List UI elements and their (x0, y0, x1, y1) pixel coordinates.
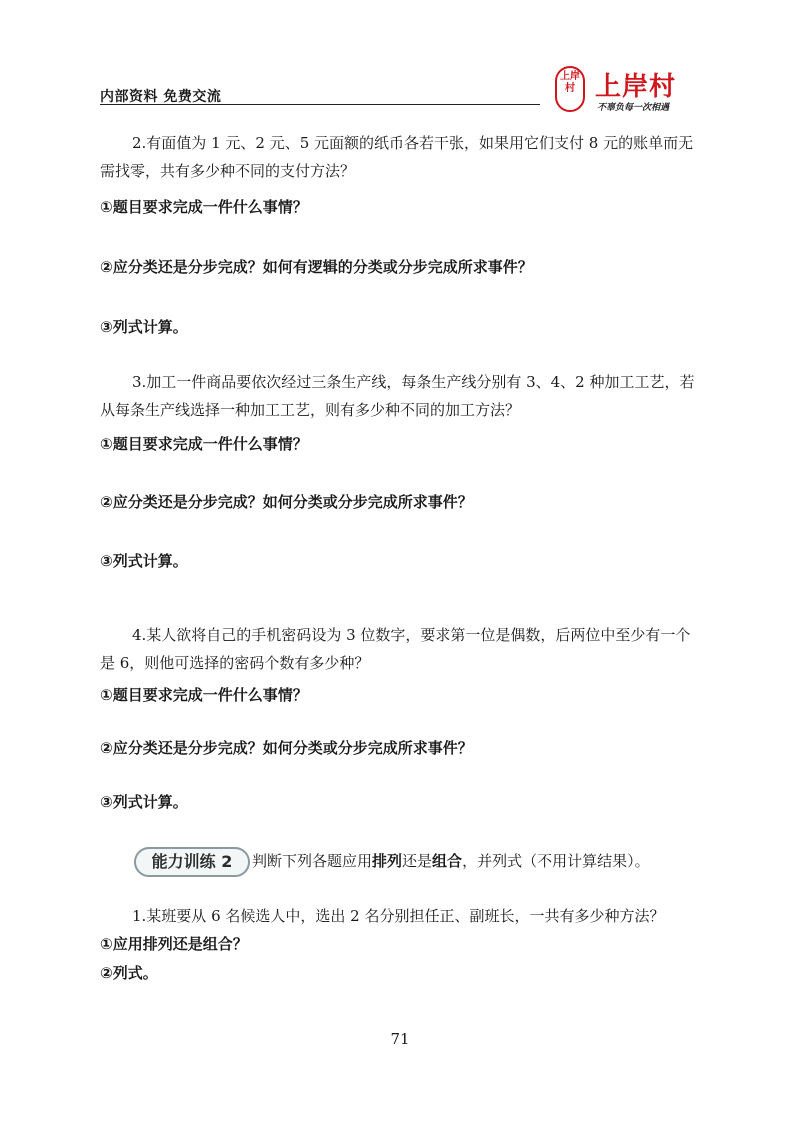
problem-3-text: 3.加工一件商品要依次经过三条生产线，每条生产线分别有 3、4、2 种加工工艺，若从每条生产线选择一种加工工艺，则有多少种不同的加工方法？ (100, 373, 695, 419)
instr-keyword-permutation: 排列 (372, 852, 403, 870)
problem-3-q3: ③列式计算。 (100, 552, 188, 570)
instr-part: 判断下列各题应用 (252, 852, 373, 870)
problem-3-q2: ②应分类还是分步完成？如何分类或分步完成所求事件？ (100, 493, 473, 511)
problem-4-q2: ②应分类还是分步完成？如何分类或分步完成所求事件？ (100, 739, 473, 757)
page-number: 71 (390, 1030, 410, 1048)
header-rule (100, 104, 540, 105)
problem-2-q2: ②应分类还是分步完成？如何有逻辑的分类或分步完成所求事件？ (100, 258, 533, 276)
problem-2-q3: ③列式计算。 (100, 318, 188, 336)
problem-2-text: 2.有面值为 1 元、2 元、5 元面额的纸币各若干张，如果用它们支付 8 元的账单而无需找零，共有多少种不同的支付方法？ (100, 134, 694, 180)
problem-4-text: 4.某人欲将自己的手机密码设为 3 位数字，要求第一位是偶数，后两位中至少有一个是 6，则他可选择的密码个数有多少种？ (100, 626, 691, 672)
instr-part: ，并列式（不用计算结果）。 (462, 852, 650, 870)
instr-part: 还是 (402, 852, 433, 870)
instr-keyword-combination: 组合 (432, 852, 463, 870)
problem-4 (100, 621, 700, 677)
problem-2-q1: ①题目要求完成一件什么事情？ (100, 198, 308, 216)
training-q1: ①应用排列还是组合？ (100, 935, 248, 953)
problem-3 (100, 368, 700, 424)
skill-training-badge: 能力训练 2 (134, 847, 250, 877)
logo (555, 66, 705, 116)
header-label: 内部资料 免费交流 (100, 89, 222, 105)
problem-4-q3: ③列式计算。 (100, 793, 188, 811)
logo-slogan: 不辜负每一次相遇 (597, 103, 670, 113)
training-problem-1 (100, 902, 700, 930)
training-problem-1-text: 1.某班要从 6 名候选人中，选出 2 名分别担任正、副班长，一共有多少种方法？ (132, 907, 665, 925)
logo-name: 上岸村 (595, 72, 677, 102)
skill-training-instruction (252, 850, 650, 871)
problem-3-q1: ①题目要求完成一件什么事情？ (100, 435, 308, 453)
logo-seal: 上岸村 (555, 66, 585, 112)
problem-2 (100, 129, 700, 185)
problem-4-q1: ①题目要求完成一件什么事情？ (100, 686, 308, 704)
training-q2: ②列式。 (100, 964, 158, 982)
